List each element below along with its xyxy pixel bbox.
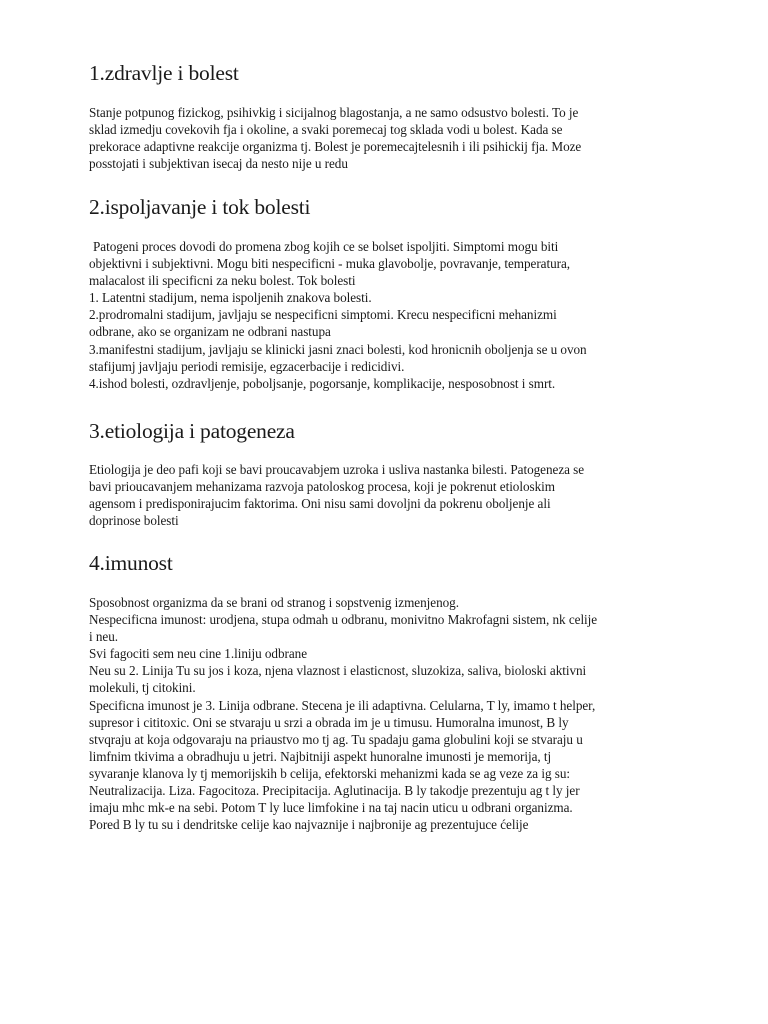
text-line: imaju mhc mk-e na sebi. Potom T ly luce limfokine i na taj nacin uticu u odbrani organizma. xyxy=(89,800,573,816)
section-paragraph xyxy=(89,238,587,392)
text-line: Pored B ly tu su i dendritske celije kao najvaznije i najbronije ag prezentujuce ćelije xyxy=(89,817,529,833)
text-line: Neu su 2. Linija Tu su jos i koza, njena vlaznost i elasticnost, sluzokiza, saliva, bioloski aktivni xyxy=(89,663,587,679)
text-line: objektivni i subjektivni. Mogu biti nespecificni - muka glavobolje, povravanje, temperatura, xyxy=(89,256,571,272)
section-paragraph xyxy=(89,461,584,529)
section-zdravlje-i-bolest xyxy=(89,60,581,172)
text-line: doprinose bolesti xyxy=(89,513,179,529)
text-line: Sposobnost organizma da se brani od stranog i sopstvenig izmenjenog. xyxy=(89,595,459,610)
text-line: 4.ishod bolesti, ozdravljenje, poboljsanje, pogorsanje, komplikacije, nesposobnost i smrt. xyxy=(89,375,556,391)
section-heading: 3.etiologija i patogeneza xyxy=(89,419,295,443)
text-line: stvqraju at koja odgovaraju na priaustvo mo tj ag. Tu spadaju gama globulini koji se stvaraju u xyxy=(89,731,583,747)
text-line: malacalost ili specificni za neku bolest. Tok bolesti xyxy=(89,273,356,289)
text-line: odbrane, ako se organizam ne odbrani nastupa xyxy=(89,324,331,340)
text-line: bavi prioucavanjem mehanizama razvoja patoloskog procesa, koji je pokrenut etioloskim xyxy=(89,479,555,495)
section-paragraph xyxy=(89,594,597,833)
section-heading: 4.imunost xyxy=(89,551,173,575)
text-line: agensom i predisponirajucim faktorima. Oni nisu sami dovoljni da pokrenu oboljenje ali xyxy=(89,496,551,512)
text-line: 2.prodromalni stadijum, javljaju se nespecificni simptomi. Krecu nespecificni mehanizmi xyxy=(89,307,557,323)
text-line: limfnim tkivima a obradhuju u jetri. Najbitniji aspekt hunoralne imunosti je memorija, tj xyxy=(89,748,552,764)
text-line: prekorace adaptivne reakcije organizma tj. Bolest je poremecajtelesnih i ili psihickij fja. Moze xyxy=(89,139,582,155)
section-ispoljavanje-i-tok-bolesti xyxy=(89,194,587,392)
text-line: Svi fagociti sem neu cine 1.liniju odbrane xyxy=(89,646,308,662)
section-heading: 2.ispoljavanje i tok bolesti xyxy=(89,195,311,219)
text-line: syvaranje klanova ly tj memorijskih b celija, efektorski mehanizmi kada se ag veze za ig su: xyxy=(89,765,570,781)
section-imunost xyxy=(89,550,597,833)
text-line: Nespecificna imunost: urodjena, stupa odmah u odbranu, monivitno Makrofagni sistem, nk celije xyxy=(89,612,598,628)
section-heading: 1.zdravlje i bolest xyxy=(89,61,239,85)
text-line: supresor i cititoxic. Oni se stvaraju u srzi a obrada im je u timusu. Humoralna imunost, B ly xyxy=(89,714,569,730)
text-line: i neu. xyxy=(89,629,118,645)
text-line: 1. Latentni stadijum, nema ispoljenih znakova bolesti. xyxy=(89,290,372,306)
text-line: sklad izmedju covekovih fja i okoline, a svaki poremecaj tog sklada vodi u bolest. Kada se xyxy=(89,122,563,138)
text-line: Specificna imunost je 3. Linija odbrane. Stecena je ili adaptivna. Celularna, T ly, imamo t helper, xyxy=(89,697,596,713)
text-line: stafijumj javljaju periodi remisije, egzacerbacije i redicidivi. xyxy=(89,358,405,374)
text-line: 3.manifestni stadijum, javljaju se klinicki jasni znaci bolesti, kod hronicnih obolјenja se u ovon xyxy=(89,341,587,357)
text-line: Etiologija je deo pafi koji se bavi proucavabjem uzroka i usliva nastanka bilesti. Patogeneza se xyxy=(89,462,585,477)
text-line: molekuli, tj citokini. xyxy=(89,680,196,696)
text-line: Patogeni proces dovodi do promena zbog kojih ce se bolset ispoljiti. Simptomi mogu biti xyxy=(93,239,559,254)
text-line: Neutralizacija. Liza. Fagocitoza. Precipitacija. Aglutinacija. B ly takodje prezentuju ag t ly jer xyxy=(89,783,580,799)
section-etiologija-i-patogeneza xyxy=(89,418,584,529)
text-line: posstojati i subjektivan isecaj da nesto nije u redu xyxy=(89,156,348,172)
text-line: Stanje potpunog fizickog, psihivkig i sicijalnog blagostanja, a ne samo odsustvo bolesti. To je xyxy=(89,105,579,120)
section-paragraph xyxy=(89,104,581,172)
